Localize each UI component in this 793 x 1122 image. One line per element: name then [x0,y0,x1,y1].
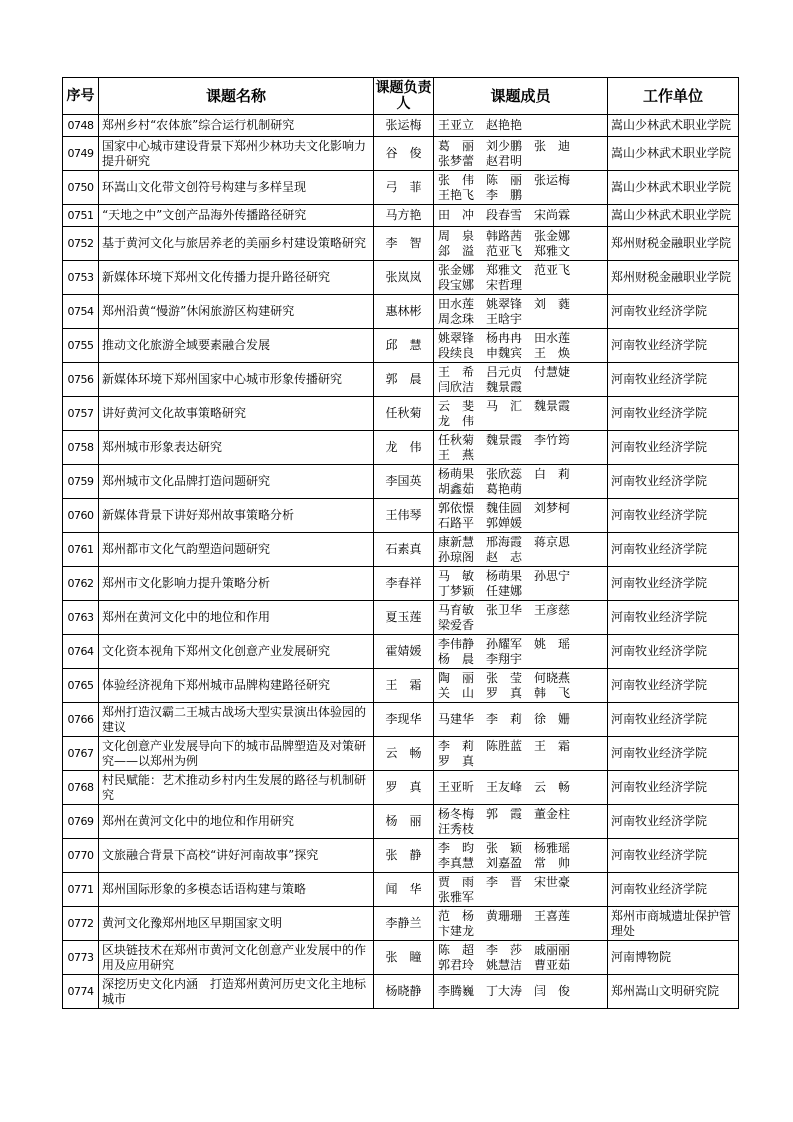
member-line: 杨冬梅 郭 霞 董金柱 [438,806,571,821]
row-members [434,533,608,567]
row-leader: 云 畅 [374,737,434,771]
row-title: 郑州市文化影响力提升策略分析 [99,567,374,601]
member-line: 康新慧 邢海霞 蒋京恩 [438,534,571,549]
row-members [434,873,608,907]
member-line: 闫欣洁 魏景霞 [438,379,523,394]
member-line: 段续良 申魏宾 王 焕 [438,345,571,360]
row-members [434,171,608,205]
row-members [434,771,608,805]
member-line: 王艳飞 李 鹏 [438,187,523,202]
row-title: 郑州国际形象的多模态话语构建与策略 [99,873,374,907]
row-unit: 嵩山少林武术职业学院 [608,171,739,205]
member-line: 马育敏 张卫华 王彦慈 [438,602,571,617]
row-leader: 罗 真 [374,771,434,805]
member-line: 马建华 李 莉 徐 姗 [438,712,571,726]
header-leader: 课题负责人 [374,78,434,115]
row-leader: 李春祥 [374,567,434,601]
member-line: 胡鑫茹 葛艳萌 [438,481,523,496]
row-unit: 河南牧业经济学院 [608,397,739,431]
row-members [434,465,608,499]
row-number: 0774 [63,975,99,1009]
row-title: 基于黄河文化与旅居养老的美丽乡村建设策略研究 [99,227,374,261]
table-row [63,703,739,737]
row-leader: 石素真 [374,533,434,567]
table-row [63,261,739,295]
row-unit: 河南牧业经济学院 [608,771,739,805]
row-title: 郑州都市文化气韵塑造问题研究 [99,533,374,567]
member-line: 孙琼阁 赵 志 [438,549,523,564]
member-line: 田水莲 姚翠锋 刘 蕤 [438,296,571,311]
row-members [434,363,608,397]
row-leader: 惠林彬 [374,295,434,329]
member-line: 郐 溢 范亚飞 郑雅文 [438,243,571,258]
member-line: 王亚昕 王友峰 云 畅 [438,780,571,794]
table-row [63,137,739,171]
row-leader: 邱 慧 [374,329,434,363]
member-line: 王 希 吕元贞 付慧婕 [438,364,571,379]
table-row [63,397,739,431]
member-line: 周念珠 王晗宇 [438,311,523,326]
row-members [434,295,608,329]
row-number: 0760 [63,499,99,533]
row-title: 郑州打造汉霸二王城古战场大型实景演出体验园的建议 [99,703,374,737]
member-line: 云 斐 马 汇 魏景霞 [438,398,571,413]
row-number: 0765 [63,669,99,703]
row-leader: 谷 俊 [374,137,434,171]
row-members [434,635,608,669]
row-unit: 河南牧业经济学院 [608,873,739,907]
table-row [63,873,739,907]
table-row [63,115,739,137]
row-members [434,115,608,137]
row-leader: 李现华 [374,703,434,737]
member-line: 陈 超 李 莎 戚丽丽 [438,942,571,957]
row-number: 0752 [63,227,99,261]
table-row [63,839,739,873]
row-leader: 李静兰 [374,907,434,941]
row-leader: 张运梅 [374,115,434,137]
row-leader: 李 智 [374,227,434,261]
row-number: 0754 [63,295,99,329]
member-line: 马 敏 杨萌果 孙思宁 [438,568,571,583]
row-title: 黄河文化豫郑州地区早期国家文明 [99,907,374,941]
member-line: 田 冲 段春雪 宋尚霖 [438,208,571,222]
row-leader: 龙 伟 [374,431,434,465]
row-unit: 河南牧业经济学院 [608,329,739,363]
table-row [63,941,739,975]
member-line: 李腾巍 丁大涛 闫 俊 [438,984,571,998]
member-line: 关 山 罗 真 韩 飞 [438,685,571,700]
row-unit: 河南牧业经济学院 [608,601,739,635]
table-row [63,567,739,601]
row-leader: 张岚岚 [374,261,434,295]
row-title: 环嵩山文化带文创符号构建与多样呈现 [99,171,374,205]
row-unit: 河南牧业经济学院 [608,431,739,465]
row-unit: 郑州市商城遗址保护管理处 [608,907,739,941]
row-title: 体验经济视角下郑州城市品牌构建路径研究 [99,669,374,703]
member-line: 汪秀枝 [438,821,475,836]
member-line: 丁梦颖 任建娜 [438,583,523,598]
row-leader: 霍婧媛 [374,635,434,669]
row-title: 深挖历史文化内涵 打造郑州黄河历史文化主地标城市 [99,975,374,1009]
table-header-row [63,78,739,115]
row-unit: 河南牧业经济学院 [608,295,739,329]
row-members [434,499,608,533]
row-leader: 弓 菲 [374,171,434,205]
header-title: 课题名称 [99,78,374,115]
row-unit: 嵩山少林武术职业学院 [608,115,739,137]
row-number: 0770 [63,839,99,873]
table-row [63,227,739,261]
row-number: 0758 [63,431,99,465]
project-table [62,77,739,1009]
header-members: 课题成员 [434,78,608,115]
row-unit: 嵩山少林武术职业学院 [608,137,739,171]
row-members [434,137,608,171]
row-leader: 王伟琴 [374,499,434,533]
member-line: 周 泉 韩路茜 张金娜 [438,228,571,243]
row-title: 郑州乡村“农体旅”综合运行机制研究 [99,115,374,137]
member-line: 卞建龙 [438,923,475,938]
table-row [63,635,739,669]
table-body [63,115,739,1009]
row-members [434,329,608,363]
row-title: 郑州城市形象表达研究 [99,431,374,465]
row-unit: 河南牧业经济学院 [608,703,739,737]
row-title: 郑州沿黄“慢游”休闲旅游区构建研究 [99,295,374,329]
row-members [434,941,608,975]
row-number: 0769 [63,805,99,839]
row-title: 文化创意产业发展导向下的城市品牌塑造及对策研究——以郑州为例 [99,737,374,771]
member-line: 郭依憬 魏佳圆 刘梦柯 [438,500,571,515]
row-unit: 河南牧业经济学院 [608,805,739,839]
member-line: 张雅军 [438,889,475,904]
row-number: 0768 [63,771,99,805]
row-number: 0772 [63,907,99,941]
member-line: 郭君玲 姚慧洁 曹亚茹 [438,957,571,972]
row-members [434,975,608,1009]
row-unit: 河南牧业经济学院 [608,737,739,771]
table-row [63,975,739,1009]
row-members [434,703,608,737]
member-line: 贾 雨 李 晋 宋世豪 [438,874,571,889]
row-leader: 杨晓静 [374,975,434,1009]
row-title: 郑州在黄河文化中的地位和作用 [99,601,374,635]
table-row [63,499,739,533]
row-unit: 河南牧业经济学院 [608,499,739,533]
row-number: 0761 [63,533,99,567]
member-line: 李 莉 陈胜蓝 王 霜 [438,738,571,753]
row-leader: 杨 丽 [374,805,434,839]
row-number: 0748 [63,115,99,137]
member-line: 李真慧 刘嘉盈 常 帅 [438,855,571,870]
row-unit: 嵩山少林武术职业学院 [608,205,739,227]
member-line: 罗 真 [438,753,475,768]
row-members [434,601,608,635]
member-line: 梁爱香 [438,617,475,632]
member-line: 李 昀 张 颖 杨雅瑶 [438,840,571,855]
row-leader: 张 瞳 [374,941,434,975]
row-number: 0750 [63,171,99,205]
row-title: 郑州在黄河文化中的地位和作用研究 [99,805,374,839]
table-row [63,805,739,839]
row-number: 0766 [63,703,99,737]
row-number: 0756 [63,363,99,397]
row-number: 0759 [63,465,99,499]
row-title: 国家中心城市建设背景下郑州少林功夫文化影响力提升研究 [99,137,374,171]
row-title: 郑州城市文化品牌打造问题研究 [99,465,374,499]
row-number: 0771 [63,873,99,907]
row-leader: 闻 华 [374,873,434,907]
member-line: 王亚立 赵艳艳 [438,118,523,132]
table-row [63,533,739,567]
row-number: 0757 [63,397,99,431]
table-row [63,329,739,363]
member-line: 范 杨 黄珊珊 王喜莲 [438,908,571,923]
table-row [63,205,739,227]
row-members [434,567,608,601]
row-unit: 河南牧业经济学院 [608,567,739,601]
row-unit: 河南牧业经济学院 [608,363,739,397]
row-leader: 李国英 [374,465,434,499]
member-line: 张 伟 陈 丽 张运梅 [438,172,571,187]
row-number: 0773 [63,941,99,975]
table-row [63,737,739,771]
row-title: 新媒体背景下讲好郑州故事策略分析 [99,499,374,533]
member-line: 张梦蕾 赵君明 [438,153,523,168]
row-unit: 河南牧业经济学院 [608,465,739,499]
table-row [63,431,739,465]
row-title: 讲好黄河文化故事策略研究 [99,397,374,431]
row-members [434,737,608,771]
member-line: 段宝娜 宋哲理 [438,277,523,292]
member-line: 杨 晨 李翔宇 [438,651,523,666]
row-title: 村民赋能：艺术推动乡村内生发展的路径与机制研究 [99,771,374,805]
table-row [63,907,739,941]
row-members [434,805,608,839]
member-line: 陶 丽 张 莹 何晓燕 [438,670,571,685]
row-members [434,839,608,873]
row-unit: 河南博物院 [608,941,739,975]
row-leader: 王 霜 [374,669,434,703]
table-row [63,465,739,499]
row-title: 推动文化旅游全域要素融合发展 [99,329,374,363]
row-members [434,261,608,295]
member-line: 张金娜 郑雅文 范亚飞 [438,262,571,277]
header-no: 序号 [63,78,99,115]
table-row [63,363,739,397]
row-number: 0767 [63,737,99,771]
row-number: 0753 [63,261,99,295]
member-line: 石路平 郭婵媛 [438,515,523,530]
member-line: 龙 伟 [438,413,475,428]
row-leader: 马方艳 [374,205,434,227]
row-title: 文旅融合背景下高校“讲好河南故事”探究 [99,839,374,873]
member-line: 葛 丽 刘少鹏 张 迪 [438,138,571,153]
row-unit: 郑州财税金融职业学院 [608,261,739,295]
row-members [434,227,608,261]
row-unit: 河南牧业经济学院 [608,839,739,873]
table-row [63,601,739,635]
member-line: 任秋菊 魏景霞 李竹筠 [438,432,571,447]
row-unit: 河南牧业经济学院 [608,635,739,669]
member-line: 王 燕 [438,447,475,462]
table-row [63,171,739,205]
member-line: 杨萌果 张欣蕊 白 莉 [438,466,571,481]
row-members [434,907,608,941]
project-list-page [62,77,738,1009]
row-members [434,397,608,431]
row-unit: 郑州财税金融职业学院 [608,227,739,261]
row-number: 0755 [63,329,99,363]
row-number: 0749 [63,137,99,171]
row-leader: 夏玉莲 [374,601,434,635]
row-members [434,205,608,227]
row-leader: 郭 晨 [374,363,434,397]
row-number: 0763 [63,601,99,635]
member-line: 李伟静 孙耀军 姚 瑶 [438,636,571,651]
row-number: 0764 [63,635,99,669]
row-leader: 任秋菊 [374,397,434,431]
row-title: “天地之中”文创产品海外传播路径研究 [99,205,374,227]
row-title: 文化资本视角下郑州文化创意产业发展研究 [99,635,374,669]
row-title: 区块链技术在郑州市黄河文化创意产业发展中的作用及应用研究 [99,941,374,975]
row-title: 新媒体环境下郑州国家中心城市形象传播研究 [99,363,374,397]
header-unit: 工作单位 [608,78,739,115]
table-row [63,669,739,703]
table-row [63,771,739,805]
row-members [434,431,608,465]
table-row [63,295,739,329]
row-unit: 河南牧业经济学院 [608,533,739,567]
member-line: 姚翠锋 杨冉冉 田水莲 [438,330,571,345]
row-number: 0751 [63,205,99,227]
row-members [434,669,608,703]
row-title: 新媒体环境下郑州文化传播力提升路径研究 [99,261,374,295]
row-number: 0762 [63,567,99,601]
row-leader: 张 静 [374,839,434,873]
row-unit: 郑州嵩山文明研究院 [608,975,739,1009]
row-unit: 河南牧业经济学院 [608,669,739,703]
